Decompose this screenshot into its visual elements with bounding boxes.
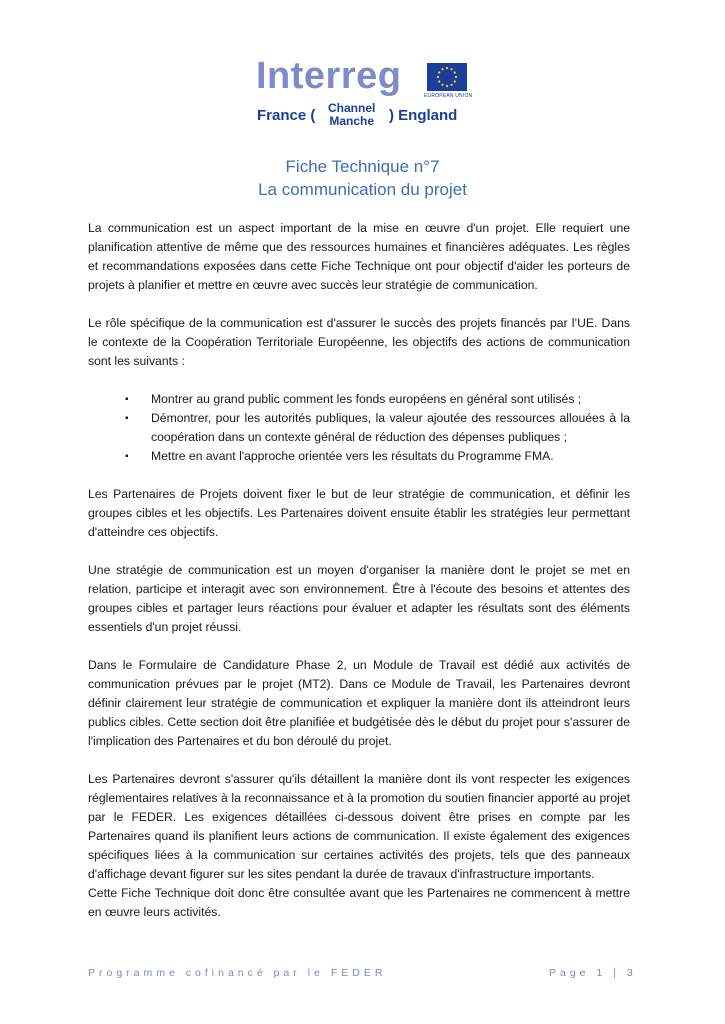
programme-manche: Manche (329, 114, 375, 128)
eu-star-icon (454, 80, 456, 82)
paragraph: Le rôle spécifique de la communication est d'assurer le succès des projets financés par l’UE. Dans le contexte de la Coopération Territoriale Européenne, les objectifs des actions de communication sont les suivants : (88, 316, 630, 368)
eu-star-icon (450, 68, 452, 70)
paragraph: Les Partenaires de Projets doivent fixer le but de leur stratégie de communication, et définir les groupes cibles et les objectifs. Les Partenaires doivent ensuite établir les stratégies leur permettant d'atteindre ces objectifs. (88, 487, 630, 539)
paragraph: Cette Fiche Technique doit donc être consultée avant que les Partenaires ne commencent à mettre en œuvre leurs activités. (88, 886, 630, 919)
programme-france: France ( (257, 107, 316, 124)
paragraph: Une stratégie de communication est un moyen d'organiser la manière dont le projet se met en relation, participe et interagit avec son environnement. Être à l'écoute des besoins et attentes des groupes cibles et partager leurs réactions pour évaluer et adapter les résultats sont des éléments essentiels d'un projet réussi. (88, 563, 630, 634)
bullet-marker: ▪ (125, 394, 129, 405)
list-item-text: Mettre en avant l'approche orientée vers les résultats du Programme FMA. (151, 449, 554, 463)
programme-england: ) England (389, 107, 458, 124)
eu-stars-icon (427, 63, 467, 91)
eu-star-icon (441, 68, 443, 70)
eu-star-icon (441, 84, 443, 86)
eu-star-icon (450, 84, 452, 86)
list-item (118, 409, 630, 447)
eu-star-icon (438, 71, 440, 73)
bullet-marker: ▪ (125, 451, 129, 462)
eu-star-icon (446, 67, 448, 69)
eu-star-icon (454, 71, 456, 73)
title-line-1: Fiche Technique n°7 (285, 157, 440, 176)
programme-channel-manche (328, 102, 375, 128)
list-item-text: Démontrer, pour les autorités publiques, la valeur ajoutée des ressources allouées à la coopération dans un contexte général de réduction des dépenses publiques ; (151, 411, 630, 444)
paragraph: Dans le Formulaire de Candidature Phase 2, un Module de Travail est dédié aux activités de communication prévues par le projet (MT2). Dans ce Module de Travail, les Partenaires devront définir clairement leur stratégie de communication et expliquer la manière dont ils atteindront leurs publics cibles. Cette section doit être planifiée et budgétisée dès le début du projet pour s'assurer de l'implication des Partenaires et du bon déroulé du projet. (88, 658, 630, 748)
footer-cofinancing: Programme cofinancé par le FEDER (88, 967, 387, 979)
list-item (118, 447, 630, 466)
document-title (0, 155, 725, 201)
eu-star-icon (437, 76, 439, 78)
paragraph: La communication est un aspect important de la mise en œuvre d'un projet. Elle requiert une planification attentive de même que des ressources humaines et financières adéquates. Les règles et recommandations exposées dans cette Fiche Technique ont pour objectif d'aider les porteurs de projets à planifier et mettre en œuvre avec succès leur stratégie de communication. (88, 221, 630, 292)
eu-star-icon (455, 76, 457, 78)
bullet-marker: ▪ (125, 413, 129, 424)
eu-star-icon (446, 85, 448, 87)
interreg-logo (256, 55, 473, 130)
list-item (118, 390, 630, 409)
interreg-wordmark: Interreg (256, 55, 402, 97)
eu-flag-icon (427, 63, 467, 91)
title-line-2: La communication du projet (258, 180, 467, 199)
paragraph: Les Partenaires devront s'assurer qu'ils détaillent la manière dont ils vont respecter les exigences réglementaires relatives à la reconnaissance et à la promotion du soutien financier apporté au projet par le FEDER. Les exigences détaillées ci-dessous doivent être prises en compte par les Partenaires quand ils planifient leurs actions de communication. Il existe également des exigences spécifiques liées à la communication sur certaines activités des projets, tels que des panneaux d'affichage devant figurer sur les sites pendant la durée de travaux d'infrastructure importants. (88, 772, 630, 881)
page-number: Page 1 | 3 (549, 967, 637, 979)
list-item-text: Montrer au grand public comment les fonds européens en général sont utilisés ; (151, 392, 582, 406)
objectives-list (88, 390, 630, 466)
programme-channel: Channel (328, 101, 376, 115)
eu-star-icon (438, 80, 440, 82)
eu-label: EUROPEAN UNION (424, 93, 473, 99)
